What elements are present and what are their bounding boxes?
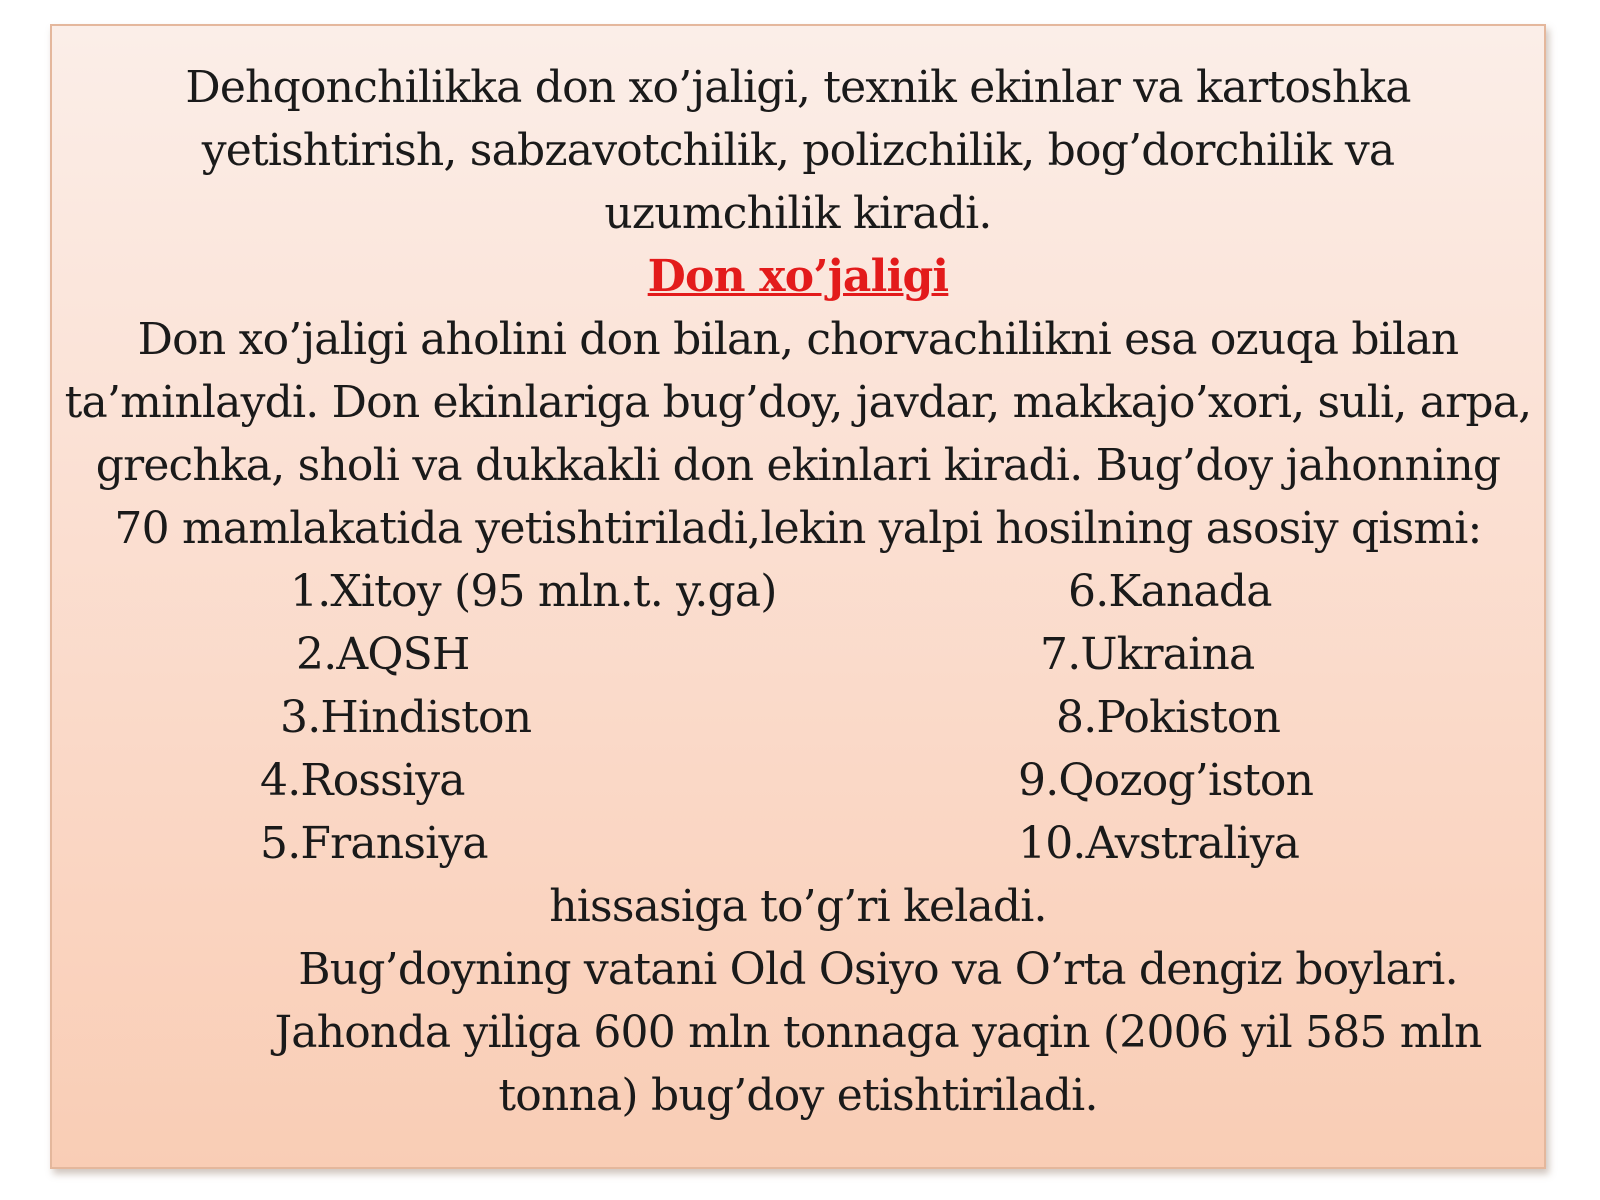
body-line-1: Don xo’jaligi aholini don bilan, chorvachilikni esa ozuqa bilan	[137, 314, 1459, 365]
country-left-3: 3.Hindiston	[280, 692, 532, 743]
intro-line-2: yetishtirish, sabzavotchilik, polizchilik, bog’dorchilik va	[201, 125, 1395, 176]
country-right-1: 6.Kanada	[1068, 566, 1272, 617]
intro-line-1: Dehqonchilikka don xo’jaligi, texnik ekinlar va kartoshka	[185, 62, 1411, 113]
body-line-4: 70 mamlakatida yetishtiriladi,lekin yalpi hosilning asosiy qismi:	[114, 503, 1482, 554]
country-left-5: 5.Fransiya	[260, 818, 488, 869]
country-right-3: 8.Pokiston	[1056, 692, 1281, 743]
section-title: Don xo’jaligi	[647, 251, 949, 302]
country-right-2: 7.Ukraina	[1040, 629, 1255, 680]
country-left-1: 1.Xitoy (95 mln.t. y.ga)	[290, 566, 777, 617]
closing-line-3: Jahonda yiliga 600 mln tonnaga yaqin (2006 yil 585 mln	[274, 1007, 1482, 1058]
closing-line-2: Bug’doyning vatani Old Osiyo va O’rta dengiz boylari.	[298, 944, 1458, 995]
body-line-2: ta’minlaydi. Don ekinlariga bug’doy, javdar, makkajo’xori, suli, arpa,	[64, 377, 1532, 428]
section-title-row	[52, 245, 1544, 309]
closing-line-1: hissasiga to’g’ri keladi.	[549, 881, 1047, 932]
country-left-4: 4.Rossiya	[260, 755, 465, 806]
country-right-4: 9.Qozog’iston	[1018, 755, 1314, 806]
country-right-5: 10.Avstraliya	[1018, 818, 1300, 869]
body-line-3: grechka, sholi va dukkakli don ekinlari kiradi. Bug’doy jahonning	[95, 440, 1501, 491]
slide	[50, 24, 1546, 1169]
closing-line-4: tonna) bug’doy etishtiriladi.	[498, 1070, 1098, 1121]
country-left-2: 2.AQSH	[296, 629, 470, 680]
intro-line-3: uzumchilik kiradi.	[604, 188, 992, 239]
